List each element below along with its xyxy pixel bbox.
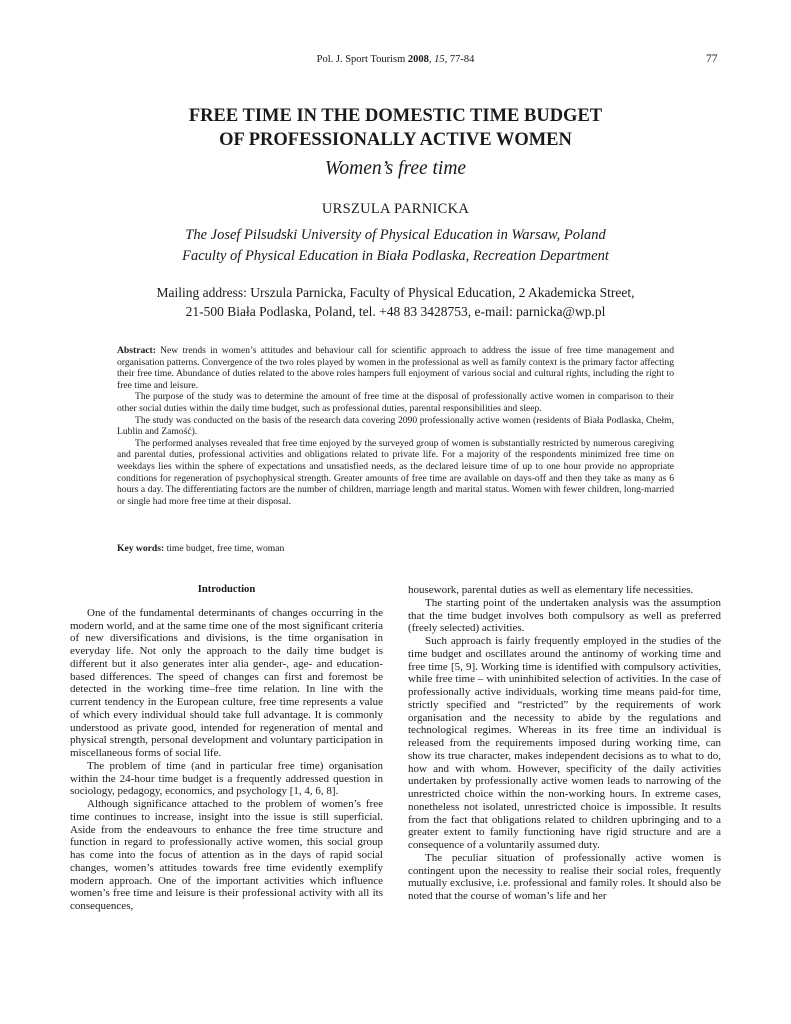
author-name: URSZULA PARNICKA [321,201,470,217]
body-paragraph: Although significance attached to the problem of women’s free time continues to increase, insight into the issue is still superficial. Aside from the endeavours to enhance the free time structure and function in regard to professionally active women, this social group has come into the focus of attention as in the days of rapid social changes, women’s attitudes towards free time evidently exemplify modern approach. One of the important activities which influence women’s free time and leisure is their professional activity with all its consequences, [70,798,383,912]
abstract [117,345,674,507]
journal-volume: 15 [434,54,445,65]
mailing-line-2: 21-500 Biała Podlaska, Poland, tel. +48 83 3428753, e-mail: parnicka@wp.pl [185,304,606,319]
title-line-2: OF PROFESSIONALLY ACTIVE WOMEN [219,130,572,150]
paper-subtitle: Women’s free time [324,158,467,179]
journal-year: 2008 [407,54,429,65]
abstract-paragraph: The performed analyses revealed that free time enjoyed by the surveyed group of women is substantially restricted by numerous caregiving and parental duties, professional activities and obligations related to private life. For a majority of the respondents minimized free time on weekdays lies within the sphere of expectations and unsatisfied needs, as the declared leisure time of up to one hour provide no appropriate conditions for regeneration of psychophysical strength. Greater amounts of free time are available on days-off and then they take as many as 6 hours a day. The differentiating factors are the number of children, marriage length and marital status. Women with fewer children, long-married or single had more free time at their disposal. [117,437,674,507]
paper-title [0,104,791,152]
mailing-line-1: Mailing address: Urszula Parnicka, Faculty of Physical Education, 2 Akademicka Street, [156,285,635,300]
affiliation-line-1: The Josef Pilsudski University of Physical Education in Warsaw, Poland [185,227,606,243]
affiliation [0,225,791,267]
keywords [117,543,674,554]
abstract-label: Abstract: [117,345,156,356]
body-paragraph: housework, parental duties as well as elementary life necessities. [408,584,694,596]
affiliation-line-2: Faculty of Physical Education in Biała Podlaska, Recreation Department [182,248,609,264]
mailing-address [0,283,791,321]
keywords-text: time budget, free time, woman [164,543,285,554]
title-line-1: FREE TIME IN THE DOMESTIC TIME BUDGET [188,106,603,126]
body-paragraph: The problem of time (and in particular free time) organisation within the 24-hour time budget is a frequently addressed question in sociology, pedagogy, economics, and psychology [1, 4, 6, 8]. [70,759,383,798]
body-paragraph: Such approach is fairly frequently employed in the studies of the time budget and oscillates around the antinomy of working time and free time [5, 9]. Working time is identified with compulsory activities, while free time – with uninhibited selection of activities. In the case of professionally active individuals, working time means paid-for time, strictly specified and “restricted” by the requirements of work organisation and the necessity to abide by the regulations and technological regimes. Whereas in its free time an individual is released from the requirements imposed during working time, can show its true character, makes independent decisions as to what to do, how and with whom. However, specificity of the daily activities undertaken by professionally active women leads to narrowing of the unrestricted choice within the non-working hours. In extreme cases, nonetheless not isolated, unrestricted choice is impossible. It results from the fact that obligations related to children upbringing and to a greater extent to family functioning have rigid structure and are a consequence of a voluntarily assumed duty. [408,635,721,851]
journal-name: Pol. J. Sport Tourism [316,54,406,65]
page-number: 77 [706,53,718,65]
journal-pages: 77-84 [449,54,475,65]
abstract-paragraph: Abstract: New trends in women’s attitudes and behaviour call for scientific approach to address the issue of free time management and organisation patterns. Convergence of the two roles played by women in the professional as well as family context is the primary factor affecting their free time. Abundance of duties related to the above roles hampers full enjoyment of various social and cultural rights, including the right to free time and leisure. [117,345,674,391]
left-column [70,584,383,913]
body-paragraph: The peculiar situation of professionally active women is contingent upon the necessity to realise their social roles, frequently mutually exclusive, i.e. professional and family roles. It should also be noted that the course of woman’s life and her [408,851,721,902]
right-column [408,584,721,903]
running-header: Pol. J. Sport Tourism 2008, 15, 77-84 [316,54,475,65]
abstract-paragraph: The study was conducted on the basis of the research data covering 2090 professionally active women (residents of Biała Podlaska, Chełm, Lublin and Zamość). [117,414,674,438]
keywords-label: Key words: [117,543,165,554]
section-heading-introduction: Introduction [197,584,256,595]
body-paragraph: The starting point of the undertaken analysis was the assumption that the time budget involves both compulsory as well as preferred (freely selected) activities. [408,596,721,635]
body-paragraph: One of the fundamental determinants of changes occurring in the modern world, and at the same time one of the most significant criteria of new diversifications and divisions, is the time organisation in everyday life. Not only the approach to the daily time budget is different but it also generates inter alia gender-, age- and education-based differences. The speed of changes can first and foremost be detected in the working time–free time relation. In line with the current tendency in the European culture, free time represents a value of which every individual should take full advantage. It is commonly understood as private good, intended for regeneration of mental and physical strength, personal development and voluntary participation in miscellaneous forms of social life. [70,606,383,759]
abstract-paragraph: The purpose of the study was to determine the amount of free time at the disposal of professionally active women in comparison to their other social duties within the daily time budget, such as professional duties, parental responsibilities and sleep. [117,391,674,414]
